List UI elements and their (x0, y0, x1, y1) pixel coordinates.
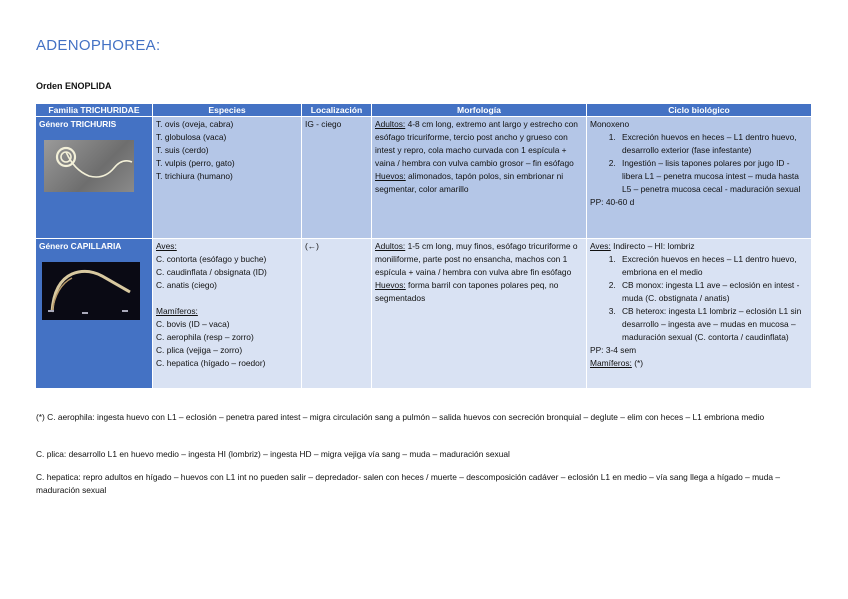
species-cell (153, 117, 302, 239)
genus-cell (36, 117, 153, 239)
species-item: C. plica (vejiga – zorro) (156, 345, 243, 356)
cycle-list (590, 253, 808, 344)
species-item: T. globulosa (vaca) (156, 132, 227, 143)
table-header-row (36, 104, 812, 117)
cycle-step: 1. Excreción huevos en heces – L1 dentro huevo, desarrollo exterior (fase infestante) (618, 131, 808, 157)
page-title: ADENOPHOREA: (36, 37, 161, 54)
note-plica: C. plica: desarrollo L1 en huevo medio – ingesta HI (lombriz) – ingesta HD – migra vejiga vía sang – muda – maduración sexual (36, 449, 510, 459)
species-item: C. hepatica (hígado – roedor) (156, 358, 266, 369)
adultos-text: 1-5 cm long, muy finos, esófago tricuriforme o moniliforme, parte post no ensancha, machos con 1 espícula + vaina / hembra con vulva abre fin esófago (375, 241, 578, 278)
species-item: T. trichiura (humano) (156, 171, 233, 182)
mamiferos-label: Mamíferos: (156, 306, 198, 317)
species-item: C. bovis (ID – vaca) (156, 319, 230, 330)
species-item: T. vulpis (perro, gato) (156, 158, 235, 169)
genus-cell (36, 239, 153, 389)
aves-label: Aves: (156, 241, 177, 251)
trichuris-image (44, 140, 134, 192)
classification-table (35, 103, 812, 389)
genus-name: Género CAPILLARIA (39, 241, 122, 251)
header-ciclo: Ciclo biológico (587, 104, 812, 117)
header-familia: Familia TRICHURIDAE (36, 104, 153, 117)
huevos-text: forma barril con tapones polares peq, no segmentados (375, 280, 559, 304)
cycle-mamiferos-label: Mamíferos: (590, 358, 632, 369)
prepatent-period: PP: 3-4 sem (590, 345, 637, 356)
prepatent-period: PP: 40-60 d (590, 197, 635, 208)
morphology-cell (372, 117, 587, 239)
cycle-step: 2. CB monox: ingesta L1 ave – eclosión en intest - muda (C. obstignata / anatis) (618, 279, 808, 305)
species-item: C. caudinflata / obsignata (ID) (156, 267, 267, 278)
species-item: T. ovis (oveja, cabra) (156, 119, 234, 129)
location-cell: IG - ciego (302, 117, 372, 239)
adultos-text: 4-8 cm long, extremo ant largo y estrecho con esófago tricuriforme, tercio post ancho y grueso con intest y repro, cola macho curvada con 1 espícula + vaina / hembra con vulva cambio grosor – fin esófago (375, 119, 578, 169)
location-cell: (←) (302, 239, 372, 389)
cycle-cell (587, 239, 812, 389)
huevos-text: alimonados, tapón polos, sin embrionar ni segmentar, color amarillo (375, 171, 564, 195)
note-hepatica: C. hepatica: repro adultos en hígado – huevos con L1 int no pueden salir – depredador- salen con heces / muerte – descomposición cadáver – eclosión L1 en medio – vía sang llega a hígado – muda – maduración sexual (36, 472, 781, 496)
header-morfologia: Morfología (372, 104, 587, 117)
species-item: C. aerophila (resp – zorro) (156, 332, 254, 343)
header-especies: Especies (153, 104, 302, 117)
table-row (36, 239, 812, 389)
worm-illustration (42, 262, 140, 320)
adultos-label: Adultos: (375, 119, 406, 129)
order-heading: Orden ENOPLIDA (36, 81, 112, 91)
species-item: C. anatis (ciego) (156, 280, 217, 291)
huevos-label: Huevos: (375, 171, 406, 182)
huevos-label: Huevos: (375, 280, 406, 291)
note-aerophila: (*) C. aerophila: ingesta huevo con L1 – eclosión – penetra pared intest – migra circulación sang a pulmón – salida huevos con secreción bronquial – deglute – elim con heces – L1 embriona medio (36, 412, 765, 422)
morphology-cell (372, 239, 587, 389)
species-item: T. suis (cerdo) (156, 145, 209, 156)
cycle-step: 2. Ingestión – lisis tapones polares por jugo ID - libera L1 – penetra mucosa intest – muda hasta L5 – penetra mucosa cecal - maduración sexual (618, 157, 808, 196)
worm-illustration (44, 140, 134, 192)
cycle-cell (587, 117, 812, 239)
adultos-label: Adultos: (375, 241, 406, 251)
genus-name: Género TRICHURIS (39, 119, 117, 129)
cycle-step: 3. CB heterox: ingesta L1 lombriz – eclosión L1 sin desarrollo – ingesta ave – mudas en mucosa – maduración sexual (C. contorta / caudinflata) (618, 305, 808, 344)
table-row (36, 117, 812, 239)
cycle-mamiferos-text: (*) (631, 358, 644, 369)
cycle-aves-text: Indirecto – HI: lombriz (610, 241, 695, 251)
cycle-intro: Monoxeno (590, 119, 630, 129)
header-localizacion: Localización (302, 104, 372, 117)
capillaria-image (42, 262, 140, 320)
species-cell (153, 239, 302, 389)
cycle-step: 1. Excreción huevos en heces – L1 dentro huevo, embriona en el medio (618, 253, 808, 279)
cycle-aves-label: Aves: (590, 241, 611, 251)
species-item: C. contorta (esófago y buche) (156, 254, 267, 265)
cycle-list (590, 131, 808, 196)
